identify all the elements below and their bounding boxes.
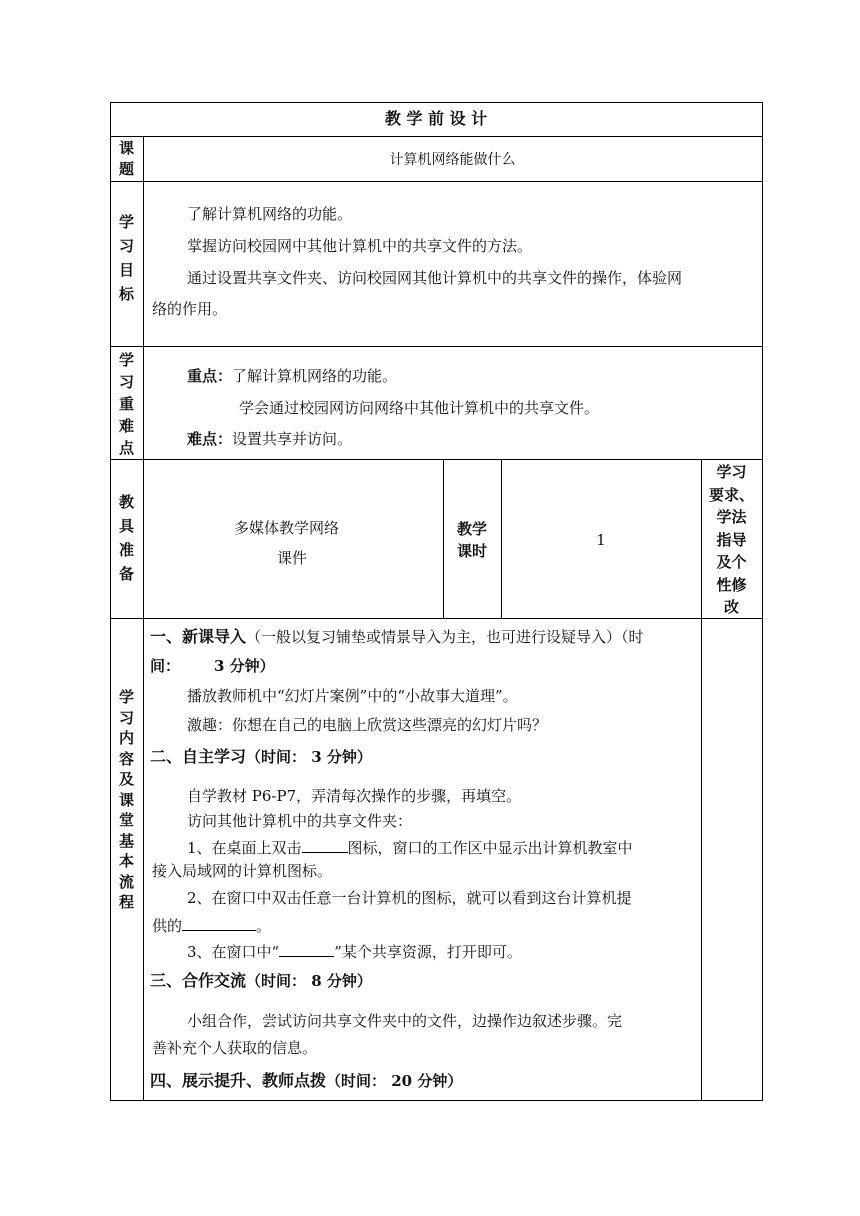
- section-3-line: 善补充个人获取的信息。: [152, 1039, 318, 1057]
- topic-value: 计算机网络能做什么: [389, 152, 516, 168]
- section-3-line: 小组合作，尝试访问共享文件夹中的文件，边操作边叙述步骤。完: [187, 1012, 623, 1030]
- section-2-heading: [150, 747, 372, 767]
- topic-label: 课 题: [118, 139, 134, 178]
- section-3-heading: [150, 971, 372, 991]
- section-2-line: 3、在窗口中“ ”某个共享资源，打开即可。: [187, 940, 522, 962]
- key-points-label: 学 习 重 难 点: [118, 351, 134, 457]
- hours-value: 1: [596, 531, 606, 549]
- tool-item: 多媒体教学网络: [234, 519, 340, 537]
- key-point-heading: 重点：: [187, 367, 233, 385]
- table-border-right: [762, 102, 763, 1101]
- section-2-title: 二、自主学习: [150, 747, 247, 766]
- row-divider: [110, 459, 762, 460]
- section-1-line: 播放教师机中“幻灯片案例”中的“小故事大道理”。: [187, 687, 518, 705]
- section-2-line: 自学教材 P6-P7，弄清每次操作的步骤，再填空。: [187, 787, 522, 805]
- table-title: 教 学 前 设 计: [384, 109, 488, 128]
- tools-label: 教 具 准 备: [118, 493, 134, 583]
- fill-in-blank[interactable]: [302, 836, 348, 853]
- section-4-title: 四、展示提升、教师点拨: [150, 1071, 327, 1090]
- section-2-time: （时间： 3 分钟）: [246, 748, 372, 766]
- section-2-line: 供的 。: [152, 914, 271, 936]
- objective-line: 通过设置共享文件夹、访问校园网其他计算机中的共享文件的操作，体验网: [187, 269, 683, 287]
- hours-label: 教学 课时: [456, 520, 487, 560]
- difficult-point-line: [187, 429, 352, 449]
- tool-item: 课件: [277, 549, 308, 567]
- key-point-line-2: 学会通过校园网访问网络中其他计算机中的共享文件。: [239, 399, 600, 417]
- table-border-bottom: [110, 1100, 762, 1101]
- row-divider: [110, 181, 762, 182]
- key-point-line: [187, 366, 397, 386]
- row-divider: [110, 346, 762, 347]
- objective-line: 络的作用。: [152, 300, 228, 318]
- section-4-time: （时间： 20 分钟）: [326, 1072, 463, 1090]
- guidance-column-header: 学习 要求、 学法 指导 及个 性修 改: [708, 463, 754, 616]
- section-2-line: 访问其他计算机中的共享文件夹：: [187, 812, 413, 830]
- section-4-heading: [150, 1071, 462, 1091]
- section-1-line: 激趣：你想在自己的电脑上欣赏这些漂亮的幻灯片吗？: [187, 716, 548, 734]
- process-label: 学 习 内 容 及 课 堂 基 本 流 程: [118, 688, 134, 911]
- section-1-note: （一般以复习铺垫或情景导入为主，也可进行设疑导入）（时: [246, 628, 644, 646]
- section-3-time: （时间： 8 分钟）: [246, 972, 372, 990]
- difficult-point-heading: 难点：: [187, 430, 233, 448]
- table-border-top: [110, 102, 762, 103]
- key-point-text: 了解计算机网络的功能。: [232, 367, 398, 385]
- section-2-line: 2、在窗口中双击任意一台计算机的图标，就可以看到这台计算机提: [187, 889, 632, 907]
- section-2-line: 1、在桌面上双击 图标，窗口的工作区中显示出计算机教室中: [187, 836, 633, 858]
- section-1-title: 一、新课导入: [150, 627, 247, 646]
- section-1-heading: [150, 627, 644, 647]
- section-3-title: 三、合作交流: [150, 971, 247, 990]
- section-1-time: 间： 3 分钟）: [150, 657, 275, 675]
- objectives-label: 学 习 目 标: [118, 213, 134, 303]
- row-divider: [110, 136, 762, 137]
- fill-in-blank[interactable]: [279, 940, 334, 957]
- section-2-line: 接入局域网的计算机图标。: [152, 862, 333, 880]
- row-divider: [110, 618, 762, 619]
- label-column-divider: [143, 136, 144, 1101]
- objective-line: 掌握访问校园网中其他计算机中的共享文件的方法。: [187, 237, 533, 255]
- fill-in-blank[interactable]: [182, 914, 256, 931]
- objective-line: 了解计算机网络的功能。: [187, 205, 353, 223]
- difficult-point-text: 设置共享并访问。: [232, 430, 353, 448]
